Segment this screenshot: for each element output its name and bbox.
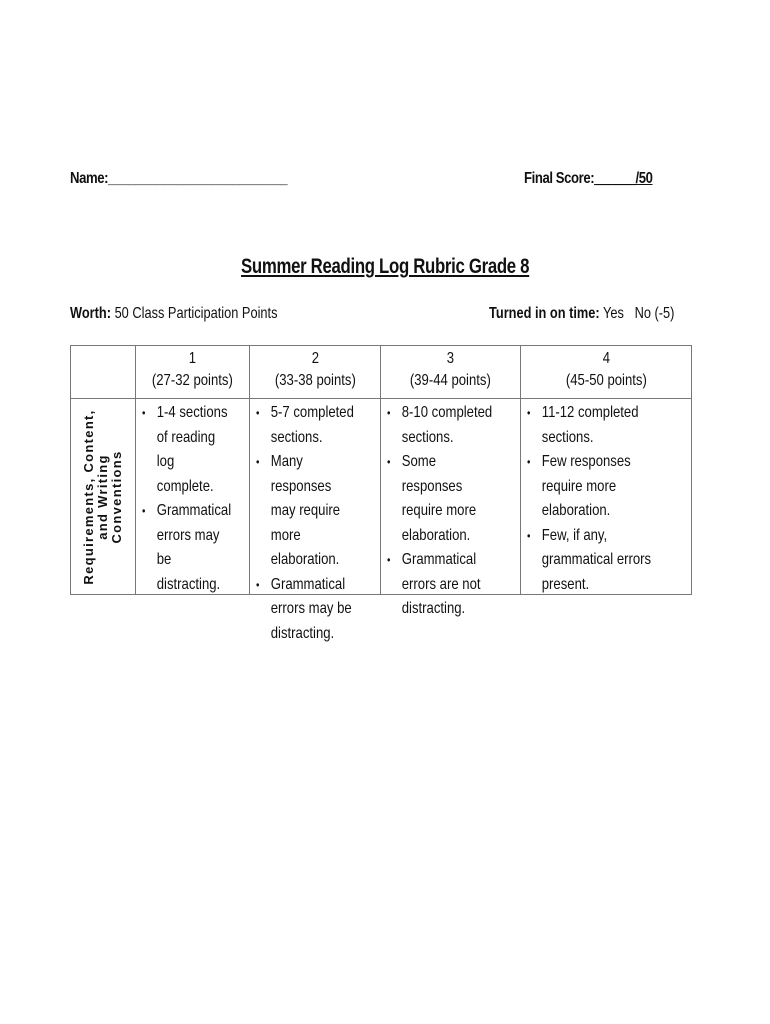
name-field[interactable] [70,170,287,188]
page-title: Summer Reading Log Rubric Grade 8 [240,255,530,278]
final-score-label: Final Score: [524,170,595,187]
rubric-header-4 [521,346,692,399]
bullet-icon: • [142,504,146,518]
score-range: (39-44 points) [410,372,491,389]
bullet-icon: • [387,406,391,420]
worth-label: Worth: [70,305,111,322]
on-time-yes: Yes [603,305,624,322]
rubric-header-2 [250,346,381,399]
rubric-table [70,345,692,642]
list-item: • 5-7 completed sections. [256,401,358,450]
criteria-list [387,401,496,622]
final-score-blank[interactable]: ______/50 [594,170,653,187]
bullet-icon: • [256,455,260,469]
bullet-icon: • [256,577,260,592]
list-item: • Few, if any, grammatical errors present. [527,524,661,598]
list-item: • Many responses may require more elaboration. [256,450,358,573]
rubric-row-label-cell [71,399,136,595]
rubric-cell-1 [136,399,250,595]
score-level: 1 [188,350,197,367]
rubric-corner-cell [71,346,136,399]
criteria-list [142,401,231,597]
bullet-icon: • [527,406,531,420]
list-item: • 1-4 sections of reading log complete. [142,401,231,499]
worth-value: 50 Class Participation Points [114,305,278,322]
list-item: • 11-12 completed sections. [527,401,661,450]
score-level: 2 [311,350,319,367]
rubric-criteria-row [71,399,692,595]
score-level: 4 [602,350,610,367]
criteria-list [256,401,358,646]
criteria-list [527,401,661,597]
name-label: Name: [70,170,109,187]
list-item: • Grammatical errors may be distracting. [256,573,358,647]
rubric-cell-4 [521,399,692,595]
list-item: • Grammatical errors may be distracting. [142,499,231,597]
bullet-icon: • [527,528,531,543]
list-item: • Few responses require more elaboration. [527,450,661,524]
list-item: • Grammatical errors are not distracting. [387,548,496,622]
score-range: (45-50 points) [565,372,647,389]
page-title-wrapper [0,255,770,279]
rubric-header-row [71,346,692,399]
on-time-no: No (-5) [634,305,675,322]
rubric-header-1 [136,346,250,399]
on-time-line [489,305,674,323]
rubric-cell-3 [381,399,521,617]
name-blank[interactable]: __________________________ [108,170,288,187]
score-level: 3 [446,350,455,367]
list-item: • Some responses require more elaboration. [387,450,496,548]
score-range: (33-38 points) [274,372,356,389]
bullet-icon: • [256,406,260,420]
worth-line [70,305,277,323]
rubric-header-3 [381,346,521,399]
list-item: • 8-10 completed sections. [387,401,496,450]
rubric-cell-2 [250,399,381,642]
final-score-field[interactable] [524,170,653,188]
score-range: (27-32 points) [152,372,233,389]
bullet-icon: • [387,553,391,567]
bullet-icon: • [142,406,146,420]
on-time-label: Turned in on time: [489,305,600,322]
bullet-icon: • [527,455,531,469]
bullet-icon: • [387,455,391,469]
rubric-row-label: Requirements, Content, and Writing Conventions [81,408,124,585]
